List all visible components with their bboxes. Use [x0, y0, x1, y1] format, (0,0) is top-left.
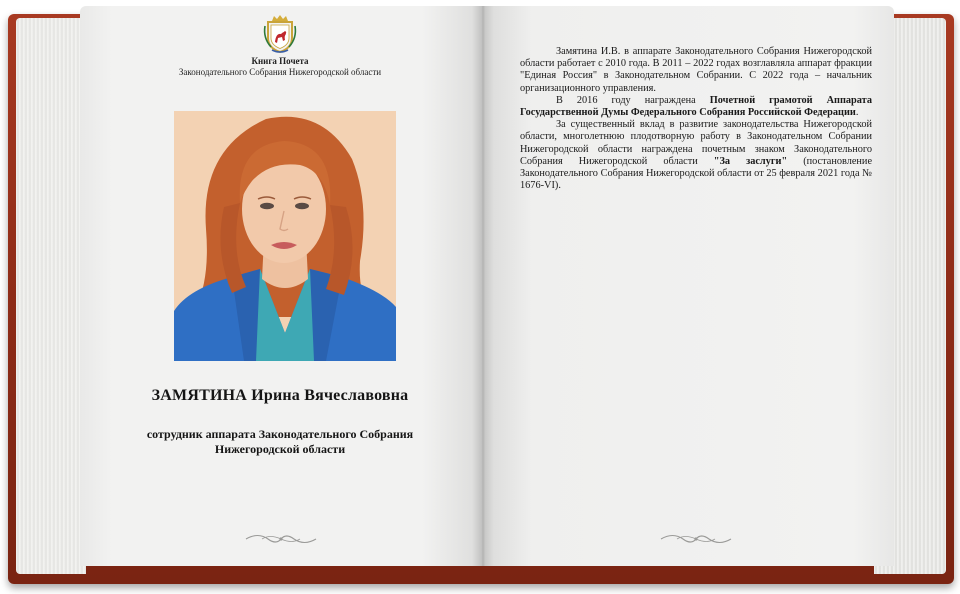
biography-text	[520, 46, 872, 192]
person-name: ЗАМЯТИНА Ирина Вячеславовна	[151, 387, 409, 404]
bio-paragraph-1: Замятина И.В. в аппарате Законодательного Собрания Нижегородской области работает с 2010 года. В 2011 – 2022 годах возглавляла аппарат фракции "Единая Россия" в Законодательном Собрании. С 2022 года – начальник организационного управления.	[520, 46, 872, 94]
bio-paragraph-3	[520, 119, 872, 192]
portrait-photo	[174, 111, 396, 361]
position-line-1: сотрудник аппарата Законодательного Собрания	[146, 427, 414, 441]
position-line-2: Нижегородской области	[214, 442, 346, 456]
coat-of-arms-icon	[262, 14, 298, 54]
award-certificate-title: Почетной грамотой Аппарата Государственной Думы Федерального Собрания Российской Федерации	[520, 94, 872, 119]
book-subtitle: Законодательного Собрания Нижегородской области	[178, 67, 382, 77]
bio-p3-end: (постановление Законодательного Собрания Нижегородской области от 25 февраля 2021 года № 1676-VI).	[520, 155, 873, 192]
bio-paragraph-2	[520, 95, 872, 119]
person-position	[100, 427, 460, 457]
bio-p2-text: В 2016 году награждена	[556, 94, 710, 106]
award-badge-title: "За заслуги"	[713, 155, 788, 167]
ornament-divider-left	[242, 530, 320, 548]
bio-p3-text: За существенный вклад в развитие законодательства Нижегородской области, многолетнюю плодотворную работу в Законодательном Собрании Нижегородской области награждена почетным знаком Законодательного Собрания Нижегородской области	[520, 119, 872, 167]
page-edges-left	[16, 18, 86, 574]
bio-p2-end: .	[855, 107, 859, 119]
ornament-divider-right	[657, 530, 735, 548]
book-spine	[472, 6, 494, 566]
book-title: Книга Почета	[251, 56, 309, 66]
